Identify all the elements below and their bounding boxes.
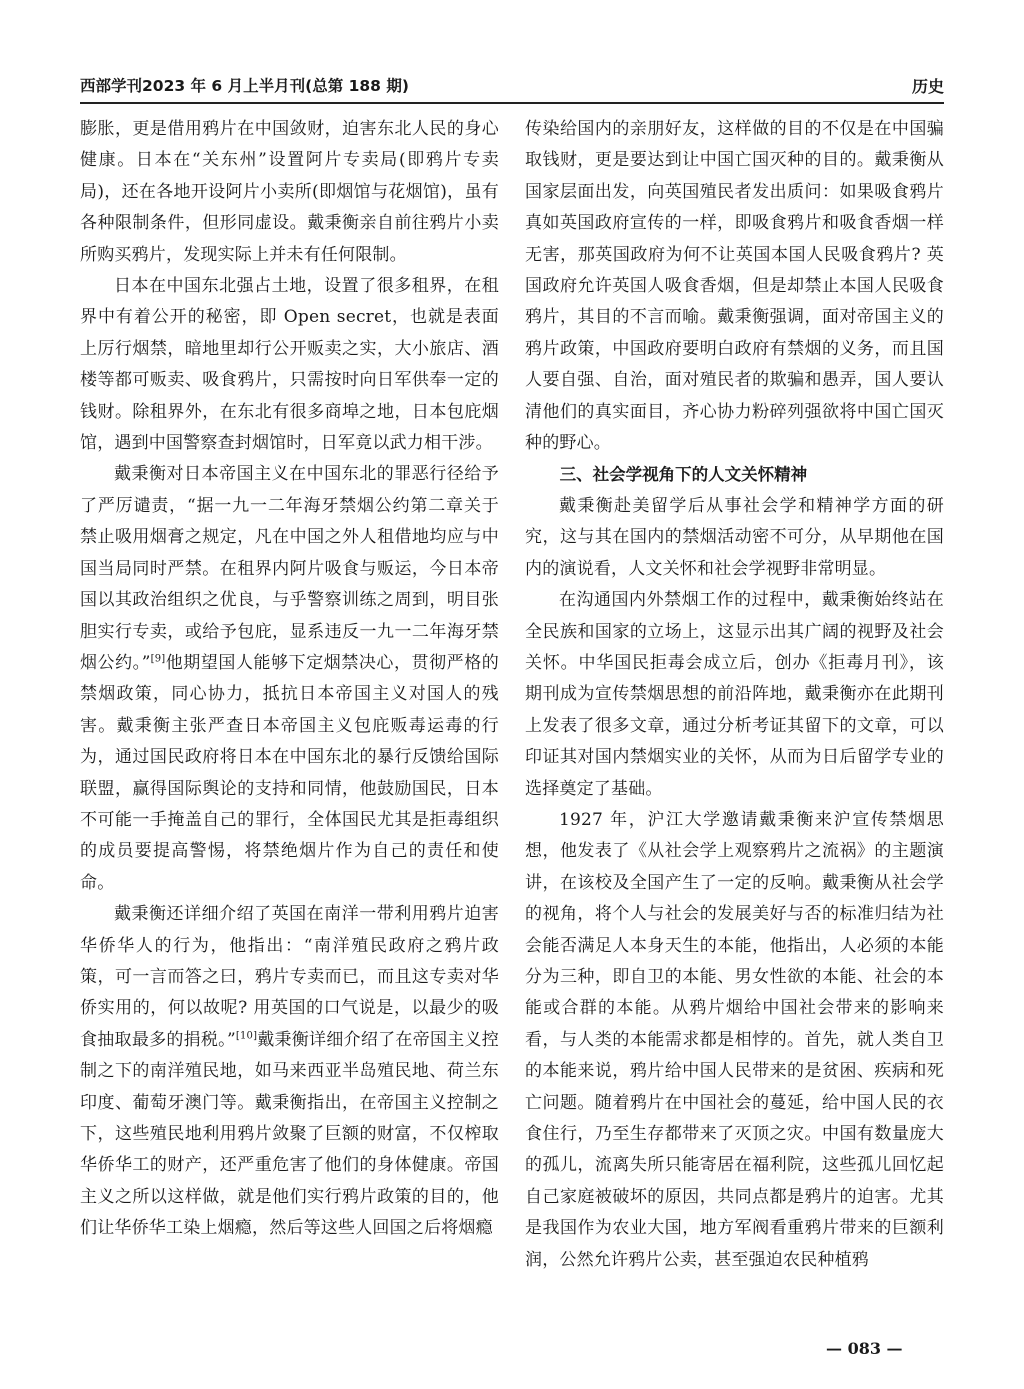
paragraph-text: 戴秉衡对日本帝国主义在中国东北的罪恶行径给予了严厉谴责，“据一九一二年海牙禁烟公约第二章关于禁止吸用烟膏之规定，凡在中国之外人租借地均应与中国当局同时严禁。在租界内阿片吸食与贩运，今日本帝国以其政治组织之优良，与乎警察训练之周到，明目张胆实行专卖，或给予包庇，显系违反一九一二年海牙禁烟公约。” (80, 464, 499, 673)
citation: [9] (150, 653, 166, 665)
paragraph: 1927 年，沪江大学邀请戴秉衡来沪宣传禁烟思想，他发表了《从社会学上观察鸦片之流祸》的主题演讲，在该校及全国产生了一定的反响。戴秉衡从社会学的视角，将个人与社会的发展美好与否的标准归结为社会能否满足人本身天生的本能，他指出，人必须的本能分为三种，即自卫的本能、男女性欲的本能、社会的本能或合群的本能。从鸦片烟给中国社会带来的影响来看，与人类的本能需求都是相悖的。首先，就人类自卫的本能来说，鸦片给中国人民带来的是贫困、疾病和死亡问题。随着鸦片在中国社会的蔓延，给中国人民的衣食住行，乃至生存都带来了灭顶之灾。中国有数量庞大的孤儿，流离失所只能寄居在福利院，这些孤儿回忆起自己家庭被破坏的原因，共同点都是鸦片的迫害。尤其是我国作为农业大国，地方军阀看重鸦片带来的巨额利润，公然允许鸦片公卖，甚至强迫农民种植鸦 (525, 809, 944, 1270)
paragraph: 膨胀，更是借用鸦片在中国敛财，迫害东北人民的身心健康。日本在“关东州”设置阿片专卖局(即鸦片专卖局)，还在各地开设阿片小卖所(即烟馆与花烟馆)，虽有各种限制条件，但形同虚设。戴秉衡亲自前往鸦片小卖所购买鸦片，发现实际上并未有任何限制。 (80, 119, 499, 265)
right-column (525, 114, 944, 1276)
journal-issue: 西部学刊2023 年 6 月上半月刊(总第 188 期) (80, 77, 409, 95)
citation: [10] (235, 1030, 258, 1042)
page-number: — 083 — (826, 1339, 903, 1358)
paragraph (80, 459, 499, 899)
paragraph: 传染给国内的亲朋好友，这样做的目的不仅是在中国骗取钱财，更是要达到让中国亡国灭种的目的。戴秉衡从国家层面出发，向英国殖民者发出质问：如果吸食鸦片真如英国政府宣传的一样，即吸食鸦片和吸食香烟一样无害，那英国政府为何不让英国本国人民吸食鸦片? 英国政府允许英国人吸食香烟，但是却禁止本国人民吸食鸦片，其目的不言而喻。戴秉衡强调，面对帝国主义的鸦片政策，中国政府要明白政府有禁烟的义务，而且国人要自强、自治，面对殖民者的欺骗和愚弄，国人要认清他们的真实面目，齐心协力粉碎列强欲将中国亡国灭种的野心。 (525, 119, 944, 454)
section-tag: 历史 (911, 77, 944, 96)
paragraph-text: 戴秉衡详细介绍了在帝国主义控制之下的南洋殖民地，如马来西亚半岛殖民地、荷兰东印度、葡萄牙澳门等。戴秉衡指出，在帝国主义控制之下，这些殖民地利用鸦片敛聚了巨额的财富，不仅榨取华侨华工的财产，还严重危害了他们的身体健康。帝国主义之所以这样做，就是他们实行鸦片政策的目的，他们让华侨华工染上烟瘾，然后等这些人回国之后将烟瘾 (80, 1029, 499, 1239)
header-rule (80, 102, 944, 104)
paragraph-text: 他期望国人能够下定烟禁决心，贯彻严格的禁烟政策，同心协力，抵抗日本帝国主义对国人的残害。戴秉衡主张严查日本帝国主义包庇贩毒运毒的行为，通过国民政府将日本在中国东北的暴行反馈给国际联盟，赢得国际舆论的支持和同情，他鼓励国民，日本不可能一手掩盖自己的罪行，全体国民尤其是拒毒组织的成员要提高警惕，将禁绝烟片作为自己的责任和使命。 (80, 652, 499, 893)
paragraph-text: 戴秉衡还详细介绍了英国在南洋一带利用鸦片迫害华侨华人的行为，他指出：“南洋殖民政府之鸦片政策，可一言而答之曰，鸦片专卖而已，而且这专卖对华侨实用的，何以故呢? 用英国的口气说是，以最少的吸食抽取最多的捐税。” (80, 904, 499, 1050)
left-column (80, 114, 499, 1245)
running-header (80, 70, 944, 104)
paragraph: 日本在中国东北强占土地，设置了很多租界，在租界中有着公开的秘密，即 Open secret，也就是表面上厉行烟禁，暗地里却行公开贩卖之实，大小旅店、酒楼等都可贩卖、吸食鸦片，只需按时向日军供奉一定的钱财。除租界外，在东北有很多商埠之地，日本包庇烟馆，遇到中国警察查封烟馆时，日军竟以武力相干涉。 (80, 276, 499, 454)
paragraph (80, 899, 499, 1244)
section-heading: 三、社会学视角下的人文关怀精神 (559, 465, 808, 485)
paragraph: 在沟通国内外禁烟工作的过程中，戴秉衡始终站在全民族和国家的立场上，这显示出其广阔的视野及社会关怀。中华国民拒毒会成立后，创办《拒毒月刊》，该期刊成为宣传禁烟思想的前沿阵地，戴秉衡亦在此期刊上发表了很多文章，通过分析考证其留下的文章，可以印证其对国内禁烟实业的关怀，从而为日后留学专业的选择奠定了基础。 (525, 590, 944, 799)
paragraph: 戴秉衡赴美留学后从事社会学和精神学方面的研究，这与其在国内的禁烟活动密不可分，从早期他在国内的演说看，人文关怀和社会学视野非常明显。 (525, 495, 944, 579)
